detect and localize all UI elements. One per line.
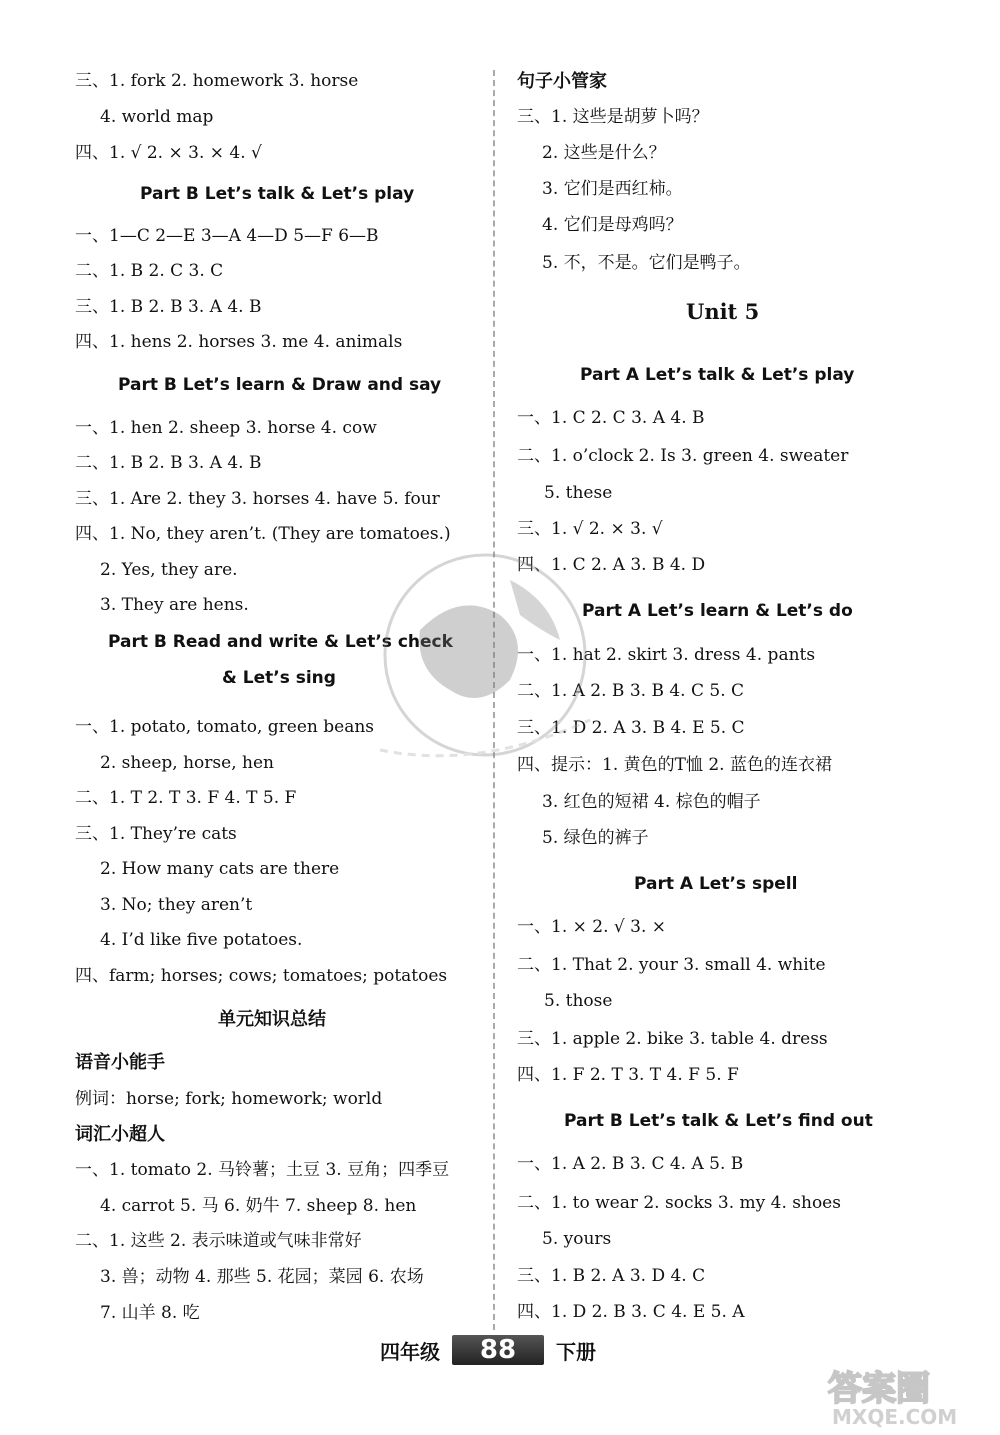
section-heading: Part A Let’s learn & Let’s do [582, 601, 853, 621]
answer-line: 5. these [544, 483, 613, 503]
answer-line: 3. 它们是西红柿。 [542, 179, 683, 199]
answer-line: 2. sheep, horse, hen [100, 753, 274, 773]
answer-line: 2. 这些是什么？ [542, 143, 666, 163]
answer-line: 7. 山羊 8. 吃 [100, 1303, 200, 1323]
answer-line: 一、1. tomato 2. 马铃薯；土豆 3. 豆角；四季豆 [75, 1160, 450, 1180]
answer-line: 四、1. No, they aren’t. (They are tomatoes.) [75, 524, 451, 544]
answer-line: 三、1. They’re cats [75, 824, 237, 844]
answer-line: 一、1. hat 2. skirt 3. dress 4. pants [517, 645, 816, 665]
section-heading: Part A Let’s spell [634, 874, 798, 894]
answer-line: 二、1. A 2. B 3. B 4. C 5. C [517, 681, 745, 701]
answer-line: 例词：horse; fork; homework; world [75, 1089, 383, 1109]
logo-text-domain: MXQE.COM [832, 1405, 958, 1429]
answer-line: 三、1. 这些是胡萝卜吗？ [517, 107, 709, 127]
answer-line: 二、1. B 2. B 3. A 4. B [75, 453, 262, 473]
answer-line: 四、farm; horses; cows; tomatoes; potatoes [75, 966, 448, 986]
answer-line: 二、1. B 2. C 3. C [75, 261, 224, 281]
answer-line: 一、1. potato, tomato, green beans [75, 717, 375, 737]
answer-line: 二、1. to wear 2. socks 3. my 4. shoes [517, 1193, 841, 1213]
answer-line: 二、1. T 2. T 3. F 4. T 5. F [75, 788, 297, 808]
answer-line: 二、1. That 2. your 3. small 4. white [517, 955, 826, 975]
answer-line: 4. 它们是母鸡吗？ [542, 215, 683, 235]
grade-label: 四年级 [380, 1339, 440, 1364]
answer-line: 一、1. × 2. √ 3. × [517, 917, 666, 937]
unit-title: Unit 5 [686, 299, 760, 324]
subsection-heading: 句子小管家 [517, 71, 607, 92]
answer-line: 5. 绿色的裤子 [542, 828, 649, 848]
answer-line: 四、提示：1. 黄色的T恤 2. 蓝色的连衣裙 [517, 755, 832, 775]
answer-line: 3. 红色的短裙 4. 棕色的帽子 [542, 792, 761, 812]
site-logo-icon [820, 1360, 995, 1430]
answer-line: 四、1. D 2. B 3. C 4. E 5. A [517, 1302, 745, 1322]
answer-line: 5. those [544, 991, 613, 1011]
answer-line: 4. carrot 5. 马 6. 奶牛 7. sheep 8. hen [100, 1196, 417, 1216]
answer-line: 一、1—C 2—E 3—A 4—D 5—F 6—B [75, 226, 379, 246]
answer-line: 三、1. apple 2. bike 3. table 4. dress [517, 1029, 828, 1049]
answer-line: 三、1. fork 2. homework 3. horse [75, 71, 359, 91]
answer-line: 二、1. o’clock 2. Is 3. green 4. sweater [517, 446, 849, 466]
section-heading: Part B Read and write & Let’s check [108, 632, 453, 652]
section-heading: & Let’s sing [222, 668, 336, 688]
page-footer [380, 1334, 596, 1366]
answer-line: 3. No; they aren’t [100, 895, 253, 915]
section-heading: Part B Let’s talk & Let’s play [140, 184, 415, 204]
answer-line: 4. I’d like five potatoes. [100, 930, 303, 950]
answer-line: 四、1. hens 2. horses 3. me 4. animals [75, 332, 403, 352]
section-heading: 单元知识总结 [218, 1009, 326, 1030]
answer-line: 5. 不，不是。它们是鸭子。 [542, 253, 751, 273]
subsection-heading: 语音小能手 [75, 1052, 165, 1073]
answer-line: 一、1. C 2. C 3. A 4. B [517, 408, 705, 428]
answer-line: 4. world map [100, 107, 214, 127]
answer-line: 3. 兽；动物 4. 那些 5. 花园；菜园 6. 农场 [100, 1267, 424, 1287]
answer-line: 三、1. Are 2. they 3. horses 4. have 5. four [75, 489, 440, 509]
answer-line: 一、1. hen 2. sheep 3. horse 4. cow [75, 418, 377, 438]
section-heading: Part B Let’s learn & Draw and say [118, 375, 442, 395]
answer-line: 三、1. D 2. A 3. B 4. E 5. C [517, 718, 745, 738]
answer-line: 四、1. C 2. A 3. B 4. D [517, 555, 706, 575]
answer-line: 二、1. 这些 2. 表示味道或气味非常好 [75, 1231, 362, 1251]
section-heading: Part B Let’s talk & Let’s find out [564, 1111, 873, 1131]
answer-line: 四、1. √ 2. × 3. × 4. √ [75, 143, 262, 163]
answer-line: 三、1. B 2. A 3. D 4. C [517, 1266, 706, 1286]
answer-line: 2. Yes, they are. [100, 560, 238, 580]
answer-line: 三、1. √ 2. × 3. √ [517, 519, 663, 539]
answer-line: 5. yours [542, 1229, 612, 1249]
page-number: 88 [452, 1335, 544, 1365]
answer-line: 四、1. F 2. T 3. T 4. F 5. F [517, 1065, 739, 1085]
answer-line: 2. How many cats are there [100, 859, 340, 879]
answer-line: 3. They are hens. [100, 595, 249, 615]
subsection-heading: 词汇小超人 [75, 1124, 165, 1145]
section-heading: Part A Let’s talk & Let’s play [580, 365, 855, 385]
logo-text-main: 答案圈 [828, 1369, 930, 1409]
answer-line: 一、1. A 2. B 3. C 4. A 5. B [517, 1154, 744, 1174]
volume-label: 下册 [556, 1339, 596, 1364]
answer-line: 三、1. B 2. B 3. A 4. B [75, 297, 262, 317]
globe-watermark-icon [360, 520, 610, 780]
